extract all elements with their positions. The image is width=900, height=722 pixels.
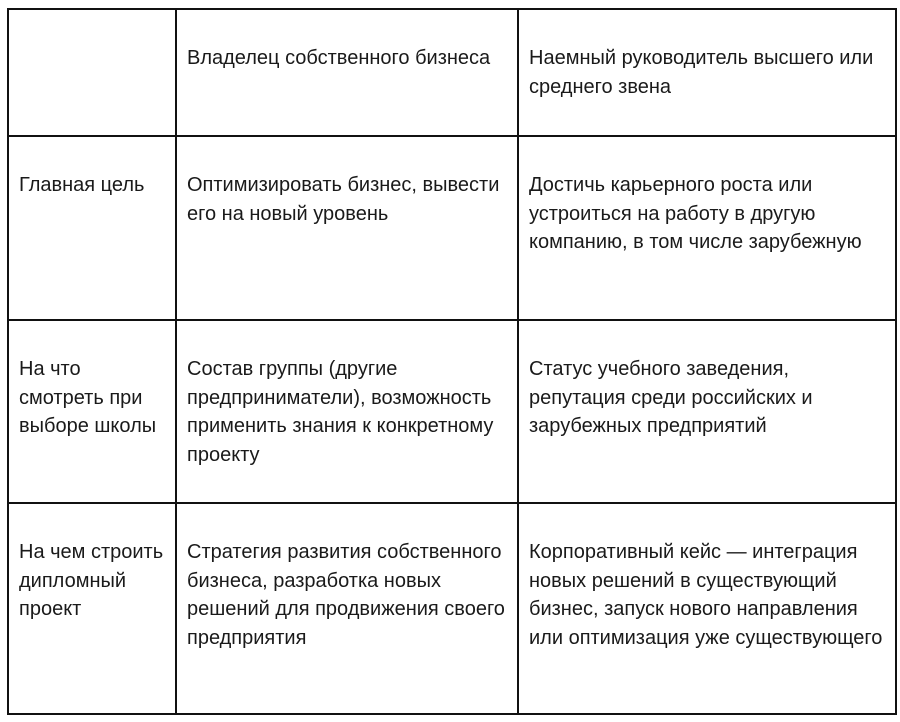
header-manager-cell	[518, 9, 896, 136]
owner-text: Стратегия развития собственного бизнеса, разработка новых решений для продвижения своего предприятия	[187, 541, 505, 649]
owner-text: Состав группы (другие предприниматели), возможность применить знания к конкретному проекту	[187, 358, 494, 466]
table-header-row	[8, 9, 896, 136]
row-label-text: Главная цель	[19, 174, 145, 196]
comparison-table	[7, 8, 897, 715]
header-manager-text: Наемный руководитель высшего или среднего звена	[529, 47, 874, 98]
row-label-cell	[8, 503, 176, 714]
header-corner-cell	[8, 9, 176, 136]
row-label-text: На чем строить дипломный проект	[19, 541, 164, 620]
manager-cell	[518, 136, 896, 320]
header-owner-text: Владелец собственного бизнеса	[187, 47, 491, 69]
manager-cell	[518, 503, 896, 714]
owner-cell	[176, 136, 518, 320]
row-label-cell	[8, 320, 176, 503]
owner-text: Оптимизировать бизнес, вывести его на новый уровень	[187, 174, 500, 225]
manager-text: Корпоративный кейс — интеграция новых решений в существующий бизнес, запуск нового направления или оптимизация уже существующего	[529, 541, 883, 649]
table-row	[8, 136, 896, 320]
owner-cell	[176, 503, 518, 714]
manager-text: Статус учебного заведения, репутация среди российских и зарубежных предприятий	[529, 358, 813, 437]
table-row	[8, 503, 896, 714]
manager-text: Достичь карьерного роста или устроиться на работу в другую компанию, в том числе зарубежную	[529, 174, 862, 253]
row-label-cell	[8, 136, 176, 320]
row-label-text: На что смотреть при выборе школы	[19, 358, 157, 437]
manager-cell	[518, 320, 896, 503]
owner-cell	[176, 320, 518, 503]
header-owner-cell	[176, 9, 518, 136]
table-row	[8, 320, 896, 503]
